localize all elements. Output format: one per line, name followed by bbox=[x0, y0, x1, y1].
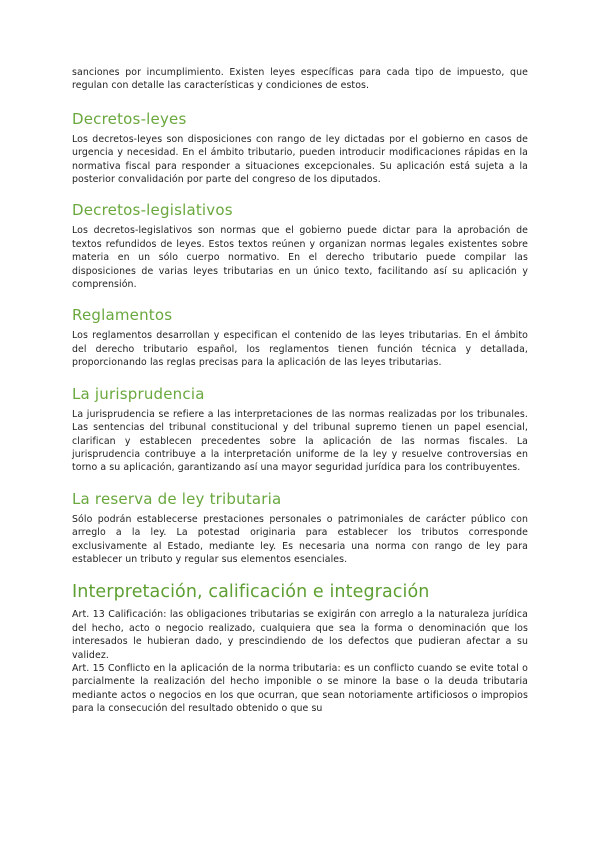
main-heading: Interpretación, calificación e integración bbox=[72, 582, 430, 603]
article-13-paragraph: Art. 13 Calificación: las obligaciones tributarias se exigirán con arreglo a la naturaleza jurídica del hecho, acto o negocio realizado, cualquiera que sea la forma o denominación que los interesados le hubieran dado, y prescindiendo de los defectos que pudieran afectar a su validez. bbox=[72, 609, 528, 661]
section-heading-reglamentos: Reglamentos bbox=[72, 306, 173, 325]
section-body-reglamentos: Los reglamentos desarrollan y especifican el contenido de las leyes tributarias. En el ámbito del derecho tributario español, los reglamentos tienen función técnica y detallada, proporcionando las reglas precisas para la aplicación de las leyes tributarias. bbox=[72, 330, 528, 369]
section-heading-reserva-de-ley: La reserva de ley tributaria bbox=[72, 489, 282, 508]
section-body-reserva-de-ley: Sólo podrán establecerse prestaciones personales o patrimoniales de carácter público con arreglo a la ley. La potestad originaria para establecer los tributos corresponde exclusivamente al Estado, mediante ley. Es necesaria una norma con rango de ley para establecer un tributo y regular sus elementos esenciales. bbox=[72, 513, 528, 565]
section-body-decretos-legislativos: Los decretos-legislativos son normas que el gobierno puede dictar para la aprobación de textos refundidos de leyes. Estos textos reúnen y organizan normas legales existentes sobre materia en un sólo cuerpo normativo. En el derecho tributario puede compilar las disposiciones de varias leyes tributarias en un único texto, facilitando así su aplicación y comprensión. bbox=[72, 225, 528, 291]
section-body-decretos-leyes: Los decretos-leyes son disposiciones con rango de ley dictadas por el gobierno en casos de urgencia y necesidad. En el ámbito tributario, pueden introducir modificaciones rápidas en la normativa fiscal para responder a situaciones excepcionales. Su aplicación está sujeta a la posterior convalidación por parte del congreso de los diputados. bbox=[72, 133, 528, 186]
section-body-jurisprudencia: La jurisprudencia se refiere a las interpretaciones de las normas realizadas por los tribunales. Las sentencias del tribunal constitucional y del tribunal supremo tienen un papel esencial, clarifican y establecen precedentes sobre la aplicación de las normas fiscales. La jurisprudencia contribuye a la interpretación uniforme de la ley y resuelve controversias en torno a su aplicación, garantizando así una mayor seguridad jurídica para los contribuyentes. bbox=[72, 408, 528, 474]
article-15-paragraph: Art. 15 Conflicto en la aplicación de la norma tributaria: es un conflicto cuando se evite total o parcialmente la realización del hecho imponible o se minore la base o la deuda tributaria mediante actos o negocios en los que ocurran, que sean notoriamente artificiosos o impropios para la consecución del resultado obtenido o que su bbox=[72, 662, 528, 715]
section-heading-decretos-leyes: Decretos-leyes bbox=[72, 109, 187, 128]
intro-paragraph: sanciones por incumplimiento. Existen leyes específicas para cada tipo de impuesto, que regulan con detalle las características y condiciones de estos. bbox=[72, 67, 528, 92]
section-heading-decretos-legislativos: Decretos-legislativos bbox=[72, 201, 233, 220]
section-heading-jurisprudencia: La jurisprudencia bbox=[72, 384, 205, 403]
